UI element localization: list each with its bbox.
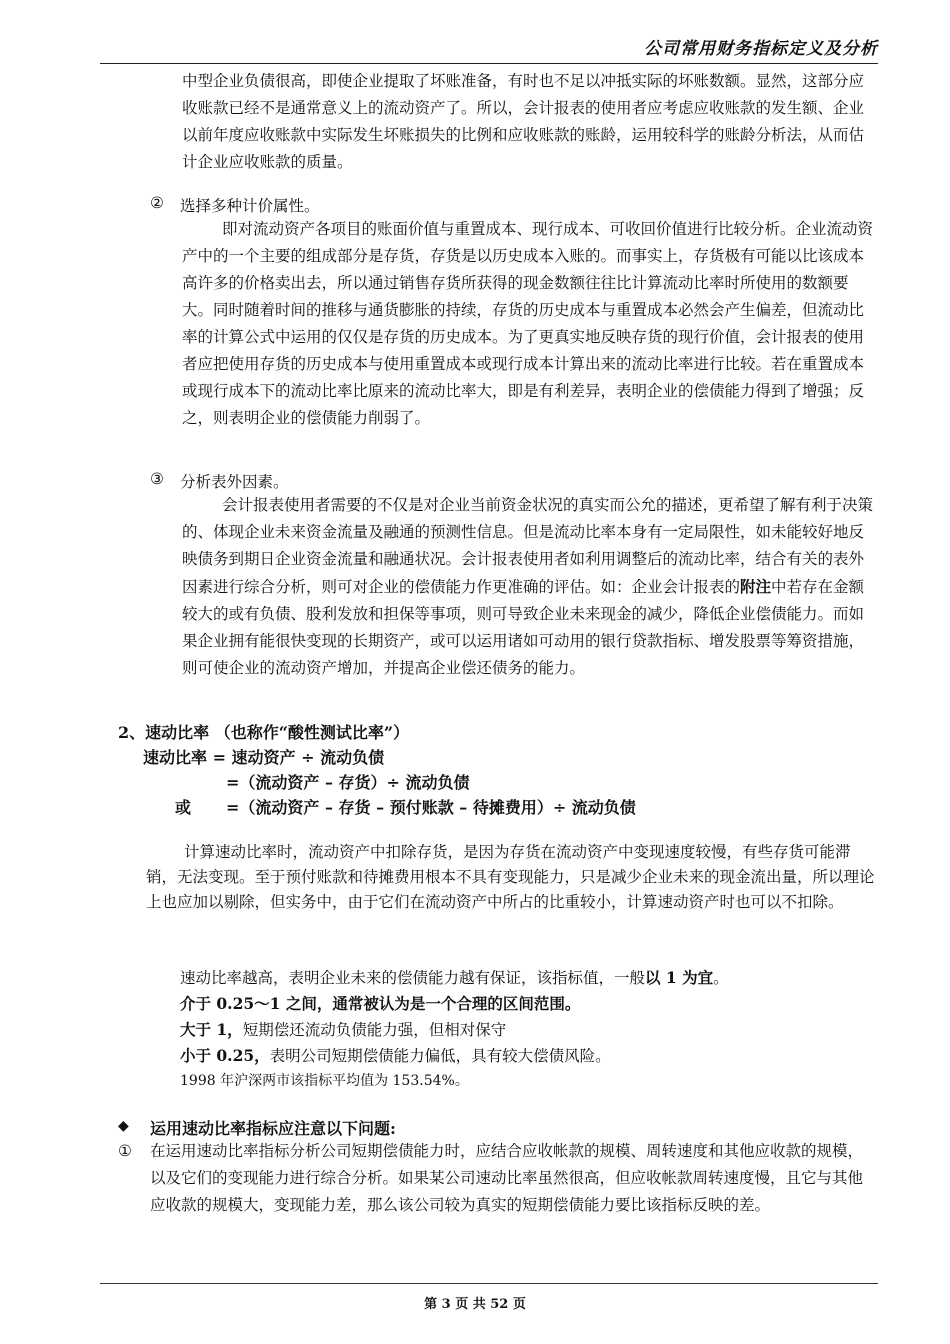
attention-item1-marker: ①: [118, 1142, 132, 1160]
paragraph-receivables: 中型企业负债很高，即使企业提取了坏账准备，有时也不足以冲抵实际的坏账数额。显然，这部分应收账款已经不是通常意义上的流动资产了。所以，会计报表的使用者应考虑应收账款的发生额、企业以前年度应收账款中实际发生坏账损失的比例和应收账款的账龄，运用较科学的账龄分析法，从而估计企业应收账款的质量。: [182, 72, 865, 171]
quick-ratio-explanation: 计算速动比率时，流动资产中扣除存货，是因为存货在流动资产中变现速度较慢，有些存货可能滞销，无法变现。至于预付账款和待摊费用根本不具有变现能力，只是减少企业未来的现金流出量，所以理论上也应加以剔除，但实务中，由于它们在流动资产中所占的比重较小，计算速动资产时也可以不扣除。: [146, 843, 875, 911]
note-reasonable-range: 介于 0.25～1 之间，通常被认为是一个合理的区间范围。: [180, 994, 581, 1013]
formula-line-3: =（流动资产 – 存货 – 预付账款 – 待摊费用）÷ 流动负债: [226, 798, 636, 817]
note-1998-average: 1998 年沪深两市该指标平均值为 153.54%。: [180, 1073, 469, 1089]
header-rule: [100, 63, 878, 64]
formula-line-1: 速动比率 = 速动资产 ÷ 流动负债: [143, 748, 385, 767]
item3-marker: ③: [150, 470, 164, 488]
section-heading-quick-ratio: 2、速动比率 （也称作“酸性测试比率”）: [118, 723, 410, 742]
item2-title: 选择多种计价属性。: [180, 197, 320, 215]
item2-body: 即对流动资产各项目的账面价值与重置成本、现行成本、可收回价值进行比较分析。企业流动资产中的一个主要的组成部分是存货，存货是以历史成本入账的。而事实上，存货极有可能以比该成本高许多的价格卖出去，所以通过销售存货所获得的现金数额往往比计算流动比率时所使用的数额要大。同时随着时间的推移与通货膨胀的持续，存货的历史成本与重置成本必然会产生偏差，但流动比率的计算公式中运用的仅仅是存货的历史成本。为了更真实地反映存货的现行价值，会计报表的使用者应把使用存货的历史成本与使用重置成本或现行成本计算出来的流动比率进行比较。若在重置成本或现行成本下的流动比率比原来的流动比率大，即是有利差异，表明企业的偿债能力得到了增强；反之，则表明企业的偿债能力削弱了。: [182, 220, 874, 427]
attention-item1: 在运用速动比率指标分析公司短期偿债能力时，应结合应收帐款的规模、周转速度和其他应收款的规模，以及它们的变现能力进行综合分析。如果某公司速动比率虽然很高，但应收帐款周转速度慢，且它与其他应收款的规模大，变现能力差，那么该公司较为真实的短期偿债能力要比该指标反映的差。: [150, 1142, 864, 1214]
page-number: 第 3 页 共 52 页: [424, 1297, 526, 1312]
footer-rule: [100, 1283, 878, 1284]
diamond-bullet-icon: ◆: [118, 1118, 129, 1134]
note-greater-than-one: 大于 1，短期偿还流动负债能力强，但相对保守: [180, 1020, 507, 1039]
note-higher-better: 速动比率越高，表明企业未来的偿债能力越有保证，该指标值，一般以 1 为宜。: [180, 968, 729, 987]
formula-or-label: 或: [175, 798, 192, 817]
item3-body: 会计报表使用者需要的不仅是对企业当前资金状况的真实而公允的描述，更希望了解有利于决策的、体现企业未来资金流量及融通的预测性信息。但是流动比率本身有一定局限性，如未能较好地反映债务到期日企业资金流量和融通状况。会计报表使用者如利用调整后的流动比率，结合有关的表外因素进行综合分析，则可对企业的偿债能力作更准确的评估。如：企业会计报表的附注中若存在金额较大的或有负债、股利发放和担保等事项，则可导致企业未来现金的减少，降低企业偿债能力。而如果企业拥有能很快变现的长期资产，或可以运用诸如可动用的银行贷款指标、增发股票等筹资措施，则可使企业的流动资产增加，并提高企业偿还债务的能力。: [182, 496, 874, 677]
formula-line-2: =（流动资产 – 存货）÷ 流动负债: [226, 773, 470, 792]
item2-marker: ②: [150, 194, 164, 212]
footnote-term: 附注: [740, 577, 772, 596]
item3-title: 分析表外因素。: [180, 473, 289, 491]
note-less-than-quarter: 小于 0.25，表明公司短期偿债能力偏低，具有较大偿债风险。: [180, 1046, 611, 1065]
header-title: 公司常用财务指标定义及分析: [644, 39, 878, 59]
attention-heading: 运用速动比率指标应注意以下问题:: [150, 1119, 396, 1138]
